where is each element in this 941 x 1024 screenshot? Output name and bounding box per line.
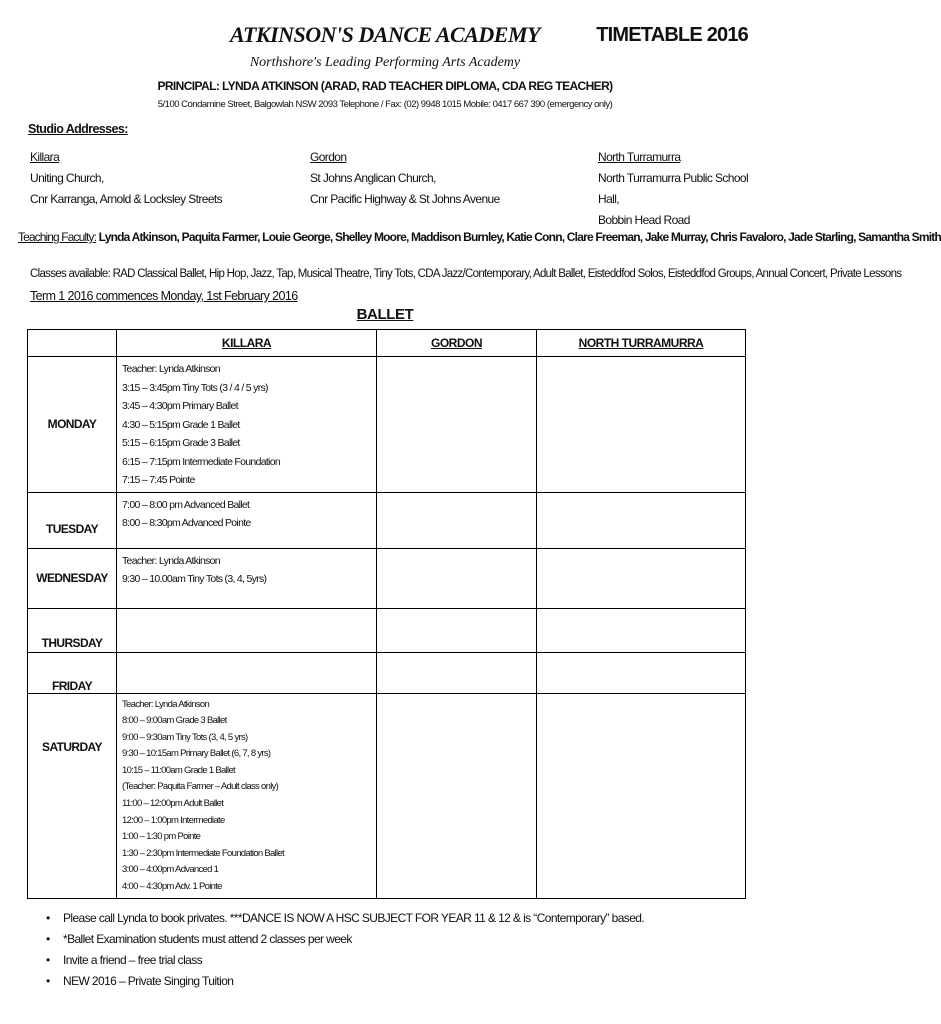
north-friday-cell [537,652,746,693]
faculty-names: Lynda Atkinson, Paquita Farmer, Louie George, Shelley Moore, Maddison Burnley, Katie Conn, Clare Freeman, Jake Murray, Chris Favaloro, Jade Starling, Samantha Smith [96,230,941,244]
class-line: 9:30 – 10.00am Tiny Tots (3, 4, 5yrs) [122,573,267,585]
class-line: 3:00 – 4:00pm Advanced 1 [122,864,219,876]
studio-name: Gordon [310,150,347,164]
class-line: 10:15 – 11:00am Grade 1 Ballet [122,764,235,776]
tagline: Northshore's Leading Performing Arts Academy [249,55,521,70]
note-item: • Invite a friend – free trial class [46,950,644,971]
gordon-friday-cell [377,652,537,693]
column-header-north-turramurra: NORTH TURRAMURRA [537,330,746,357]
studio-address-line: Cnr Karranga, Arnold & Locksley Streets [30,192,223,206]
row-thursday [28,608,746,652]
studio-addresses-heading: Studio Addresses: [28,122,128,136]
class-line: 7:15 – 7:45 Pointe [122,474,195,486]
table-header-row [28,330,746,357]
day-monday: MONDAY [28,357,117,493]
killara-friday-cell [117,652,377,693]
class-line: 8:00 – 9:00am Grade 3 Ballet [122,715,227,727]
class-line: 4:30 – 5:15pm Grade 1 Ballet [122,418,240,431]
row-wednesday [28,548,746,608]
row-tuesday [28,492,746,548]
note-item: • Please call Lynda to book privates. ***DANCE IS NOW A HSC SUBJECT FOR YEAR 11 & 12 & is “Contemporary” based. [46,908,644,929]
ballet-heading: BALLET [356,306,414,323]
class-line: 11:00 – 12:00pm Adult Ballet [122,798,224,810]
class-line: 12:00 – 1:00pm Intermediate [122,814,225,826]
studio-address-line: Bobbin Head Road [598,213,690,227]
row-friday [28,652,746,693]
note-item: • *Ballet Examination students must attend 2 classes per week [46,929,644,950]
class-line: 4:00 – 4:30pm Adv. 1 Pointe [122,881,222,893]
studio-address-line: Cnr Pacific Highway & St Johns Avenue [310,192,500,206]
north-saturday-cell [537,693,746,898]
day-tuesday: TUESDAY [28,492,117,548]
gordon-tuesday-cell [377,492,537,548]
killara-saturday-classes [117,693,377,898]
class-line: Teacher: Lynda Atkinson [122,363,220,375]
killara-tuesday-classes [117,492,377,548]
class-line: 6:15 – 7:15pm Intermediate Foundation [122,455,280,468]
north-thursday-cell [537,608,746,652]
class-line: 1:00 – 1:30 pm Pointe [122,831,201,843]
studio-killara [30,147,222,210]
killara-wednesday-classes [117,548,377,608]
row-monday [28,357,746,493]
notes-list [46,908,644,992]
day-friday: FRIDAY [28,652,117,693]
class-line: 9:30 – 10:15am Primary Ballet (6, 7, 8 yrs) [122,748,271,760]
studio-address-line: North Turramurra Public School Hall, [598,171,749,206]
class-line: 7:00 – 8:00 pm Advanced Ballet [122,498,250,511]
studio-address-line: St Johns Anglican Church, [310,171,436,185]
class-line: 3:15 – 3:45pm Tiny Tots (3 / 4 / 5 yrs) [122,381,268,394]
principal-line: PRINCIPAL: LYNDA ATKINSON (ARAD, RAD TEACHER DIPLOMA, CDA REG TEACHER) [157,79,613,93]
killara-monday-classes [117,357,377,493]
gordon-monday-cell [377,357,537,493]
class-line: 5:15 – 6:15pm Grade 3 Ballet [122,437,240,449]
gordon-thursday-cell [377,608,537,652]
studio-north-turramurra [598,147,770,231]
class-line: Teacher: Lynda Atkinson [122,554,220,567]
contact-address-line: 5/100 Condamine Street, Balgowlah NSW 2093 Telephone / Fax: (02) 9948 1015 Mobile: 0417 667 390 (emergency only) [157,99,613,110]
header-blank [28,330,117,357]
gordon-wednesday-cell [377,548,537,608]
gordon-saturday-cell [377,693,537,898]
north-monday-cell [537,357,746,493]
classes-available: Classes available: RAD Classical Ballet, Hip Hop, Jazz, Tap, Musical Theatre, Tiny Tots, CDA Jazz/Contemporary, Adult Ballet, Eisteddfod Solos, Eisteddfod Groups, Annual Concert, Private Lessons [30,268,902,280]
column-header-killara: KILLARA [117,330,377,357]
north-wednesday-cell [537,548,746,608]
day-thursday: THURSDAY [28,608,117,652]
class-line: 9:00 – 9:30am Tiny Tots (3, 4, 5 yrs) [122,731,248,743]
studio-gordon [310,147,500,210]
killara-thursday-cell [117,608,377,652]
studio-name: North Turramurra [598,150,681,164]
day-saturday: SATURDAY [28,693,117,898]
studio-address-line: Uniting Church, [30,171,104,185]
faculty-label: Teaching Faculty: [18,230,97,244]
class-line: 8:00 – 8:30pm Advanced Pointe [122,517,251,529]
row-saturday [28,693,746,898]
class-line: Teacher: Lynda Atkinson [122,698,210,710]
ballet-timetable [27,329,746,899]
class-line: (Teacher: Paquita Farmer – Adult class only) [122,781,279,793]
north-tuesday-cell [537,492,746,548]
class-line: 1:30 – 2:30pm Intermediate Foundation Ballet [122,847,284,859]
term-start: Term 1 2016 commences Monday, 1st February 2016 [30,289,298,303]
column-header-gordon: GORDON [377,330,537,357]
class-line: 3:45 – 4:30pm Primary Ballet [122,400,238,412]
academy-title: ATKINSON'S DANCE ACADEMY [230,22,540,47]
studio-name: Killara [30,150,60,164]
note-item: • NEW 2016 – Private Singing Tuition [46,971,644,992]
day-wednesday: WEDNESDAY [28,548,117,608]
teaching-faculty [18,230,941,244]
timetable-year-title: TIMETABLE 2016 [596,24,748,46]
